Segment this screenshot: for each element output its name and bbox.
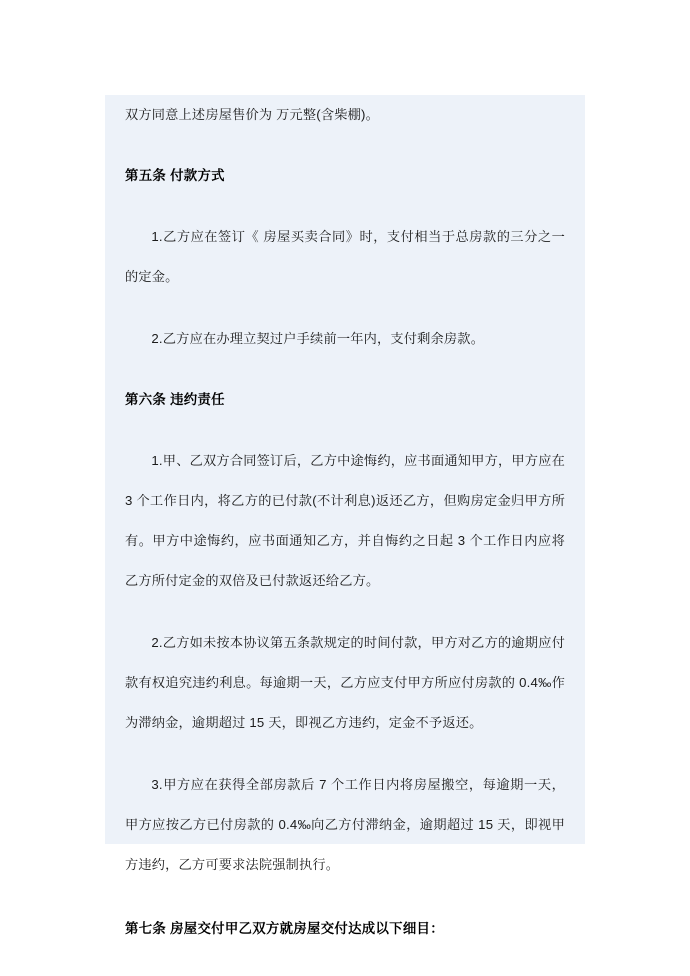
spacer <box>125 359 565 380</box>
spacer <box>125 420 565 441</box>
heading-article-seven: 第七条 房屋交付甲乙双方就房屋交付达成以下细目： <box>125 921 444 936</box>
paragraph-article-five-item-1: 1.乙方应在签订《 房屋买卖合同》时，支付相当于总房款的三分之一的定金。 <box>125 229 565 284</box>
paragraph-article-six-item-1: 1.甲、乙双方合同签订后，乙方中途悔约，应书面通知甲方，甲方应在 3 个工作日内，将乙方的已付款(不计利息)返还乙方，但购房定金归甲方所有。甲方中途悔约，应书面通知乙方，并自悔约之日起 3 个工作日内应将乙方所付定金的双倍及已付款返还给乙方。 <box>125 453 565 588</box>
heading-article-five: 第五条 付款方式 <box>125 168 225 183</box>
paragraph-article-five-item-2: 2.乙方应在办理立契过户手续前一年内，支付剩余房款。 <box>151 331 485 346</box>
document-body <box>125 95 565 949</box>
paragraph-article-six-item-2: 2.乙方如未按本协议第五条款规定的时间付款，甲方对乙方的逾期应付款有权追究违约利息。每逾期一天，乙方应支付甲方所应付房款的 0.4‰作为滞纳金，逾期超过 15 天，即视乙方违约，定金不予返还。 <box>125 635 565 730</box>
spacer <box>125 601 565 623</box>
paragraph-article-six-item-3: 3.甲方应在获得全部房款后 7 个工作日内将房屋搬空，每逾期一天，甲方应按乙方已付房款的 0.4‰向乙方付滞纳金，逾期超过 15 天，即视甲方违约，乙方可要求法院强制执行。 <box>125 777 565 872</box>
spacer <box>125 885 565 909</box>
spacer <box>125 743 565 765</box>
heading-article-six: 第六条 违约责任 <box>125 392 225 407</box>
spacer <box>125 196 565 217</box>
spacer <box>125 297 565 319</box>
paragraph-price-statement: 双方同意上述房屋售价为 万元整(含柴棚)。 <box>125 107 380 122</box>
